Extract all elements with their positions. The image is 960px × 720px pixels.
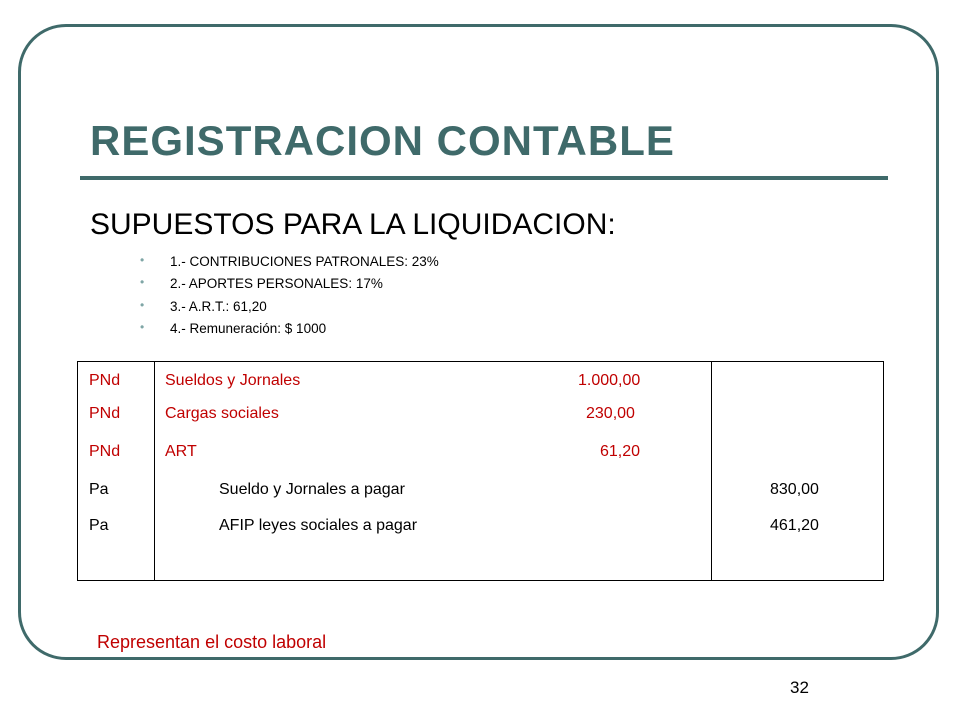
bullet-icon: • — [140, 253, 145, 267]
section-subtitle: SUPUESTOS PARA LA LIQUIDACION: — [90, 208, 616, 241]
footer-note: Representan el costo laboral — [97, 632, 327, 652]
assumption-item — [140, 299, 439, 321]
row-type: Pa — [89, 481, 109, 498]
row-credit: 461,20 — [770, 517, 819, 534]
row-type: Pa — [89, 517, 109, 534]
journal-entry-table — [77, 361, 884, 581]
row-account: AFIP leyes sociales a pagar — [219, 517, 418, 534]
row-debit: 230,00 — [586, 405, 635, 422]
assumption-item — [140, 321, 439, 343]
row-debit: 1.000,00 — [578, 372, 641, 389]
assumption-text: 1.- CONTRIBUCIONES PATRONALES: 23% — [170, 254, 439, 269]
row-type: PNd — [89, 443, 121, 460]
assumption-item — [140, 254, 439, 276]
column-divider — [154, 362, 155, 580]
assumption-text: 4.- Remuneración: $ 1000 — [170, 320, 327, 336]
bullet-icon: • — [140, 275, 145, 290]
row-credit: 830,00 — [770, 481, 819, 498]
assumption-text: 2.- APORTES PERSONALES: 17% — [170, 276, 383, 292]
row-type: PNd — [89, 405, 121, 422]
column-divider — [711, 362, 712, 580]
bullet-icon: • — [140, 319, 145, 334]
page-number: 32 — [790, 678, 809, 697]
slide-title: REGISTRACION CONTABLE — [90, 117, 675, 164]
title-divider — [80, 176, 888, 180]
row-debit: 61,20 — [600, 443, 641, 460]
row-account: Cargas sociales — [165, 405, 279, 422]
assumption-text: 3.- A.R.T.: 61,20 — [170, 298, 267, 314]
row-type: PNd — [89, 372, 121, 389]
row-account: Sueldos y Jornales — [165, 372, 301, 389]
assumption-item — [140, 276, 439, 298]
assumptions-list — [140, 254, 439, 343]
row-account: ART — [165, 443, 197, 460]
row-account: Sueldo y Jornales a pagar — [219, 481, 405, 498]
bullet-icon: • — [140, 297, 145, 312]
